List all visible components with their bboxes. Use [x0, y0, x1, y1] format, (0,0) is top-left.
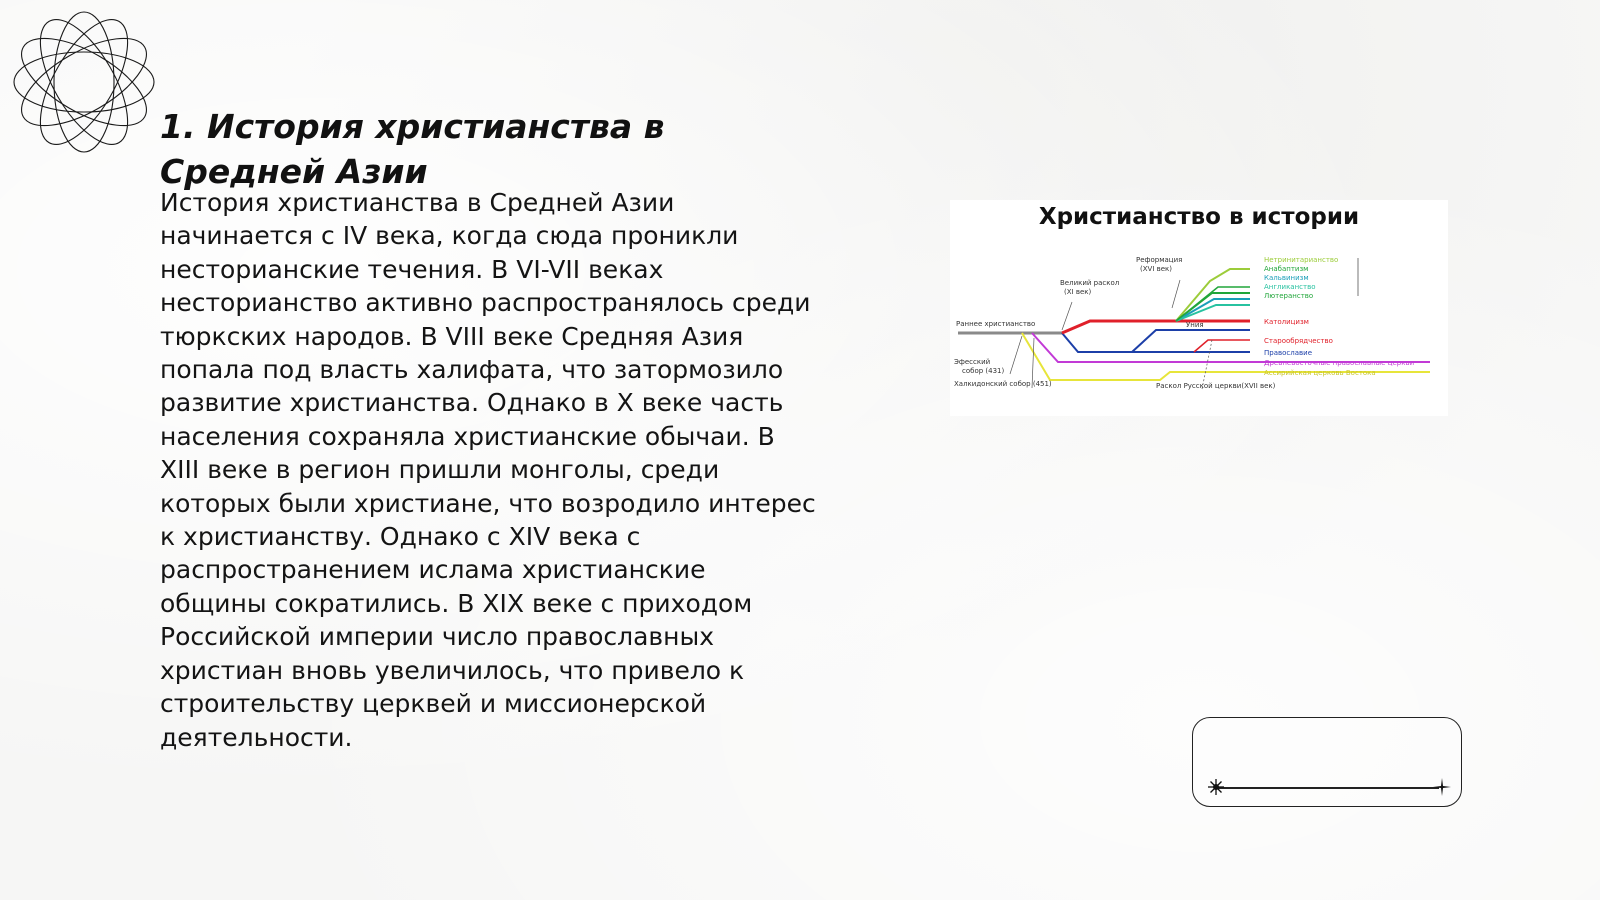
great-schism-century-label: (XI век): [1064, 288, 1092, 296]
branch-label-6: Старообрядчество: [1264, 337, 1333, 345]
schism-pointer: [1062, 302, 1072, 330]
branch-label-3: Англиканство: [1264, 283, 1316, 291]
slider-track[interactable]: [1215, 787, 1439, 789]
slide-body-text: История христианства в Средней Азии начинается с IV века, когда сюда проникли несторианские течения. В VI-VII веках несторианство активно распространялось среди тюркских народов. В VIII веке Средняя Азия попала под власть халифата, что затормозило развитие христианства. Однако в X веке часть населения сохраняла христианские обычаи. В XIII веке в регион пришли монголы, среди которых были христиане, что возродило интерес к христианству. Однако с XIV века с распространением ислама христианские общины сократились. В XIX веке с приходом Российской империи число православных христиан вновь увеличилось, что привело к строительству церквей и миссионерской деятельности.: [160, 188, 816, 752]
old-believers-line: [1194, 340, 1250, 352]
cross-star-icon[interactable]: [1431, 776, 1453, 798]
reformation-label: Реформация: [1136, 256, 1183, 264]
reformation-pointer: [1172, 280, 1180, 308]
branch-label-0: Нетринитарианство: [1264, 256, 1339, 264]
ephesus-pointer: [1010, 336, 1022, 374]
ephesus-year-label: собор (431): [962, 367, 1005, 375]
orthodox-line: [1062, 330, 1250, 352]
slide-title: 1. История христианства в Средней Азии: [160, 107, 665, 191]
diagram-title: Христианство в истории: [1038, 204, 1360, 230]
christianity-history-diagram: [950, 200, 1448, 416]
reformation-line-3: [1176, 299, 1250, 321]
branch-label-7: Православие: [1264, 349, 1312, 357]
unia-label: Уния: [1186, 321, 1204, 329]
orbit-rings-icon: [10, 8, 158, 156]
branch-label-5: Католицизм: [1264, 318, 1309, 326]
early-christianity-label: Раннее христианство: [956, 320, 1036, 328]
reformation-century-label: (XVI век): [1140, 265, 1172, 273]
branch-label-9: Ассирийская церковь Востока: [1264, 369, 1376, 377]
branch-label-4: Лютеранство: [1264, 292, 1314, 300]
branch-label-1: Анабаптизм: [1264, 265, 1309, 273]
russian-schism-label: Раскол Русской церкви(XVII век): [1156, 382, 1276, 390]
great-schism-label: Великий раскол: [1060, 279, 1120, 287]
branch-label-8: Древневосточные православные церкви: [1264, 359, 1415, 367]
chalcedon-label: Халкидонский собор (451): [954, 380, 1052, 388]
oriental-line: [1032, 333, 1430, 362]
ephesus-label: Эфесский: [954, 358, 991, 366]
diagram-graphic: [950, 244, 1448, 414]
branch-label-2: Кальвинизм: [1264, 274, 1309, 282]
sparkle-icon[interactable]: [1205, 776, 1227, 798]
timeline-slider[interactable]: [1192, 717, 1462, 807]
